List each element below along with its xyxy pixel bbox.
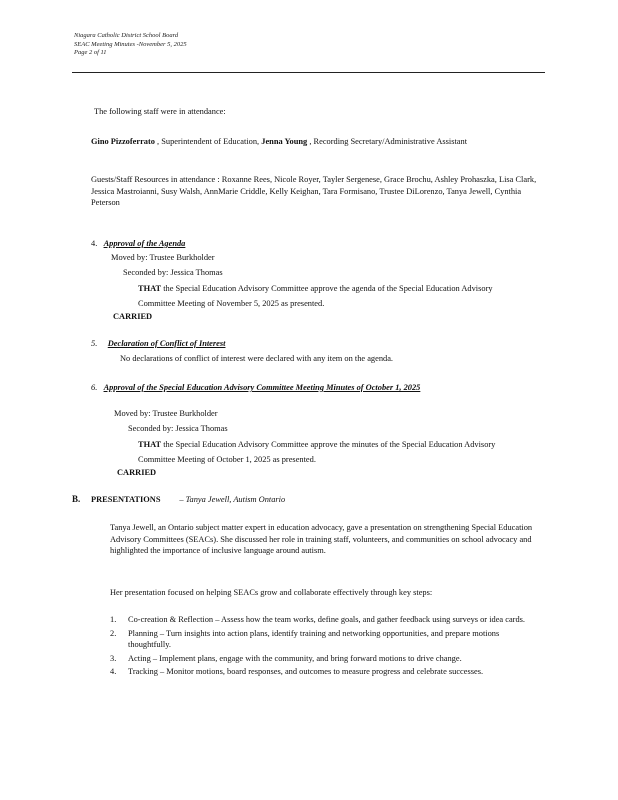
presentations-heading — [91, 494, 285, 506]
agenda-that: THAT — [138, 284, 162, 293]
steps-list — [110, 614, 530, 680]
agenda-title: Approval of the Agenda — [103, 239, 186, 248]
attendance-intro: The following staff were in attendance: — [94, 107, 226, 116]
agenda-motion — [138, 281, 518, 311]
agenda-item — [91, 238, 185, 250]
section-letter: B. — [72, 494, 81, 504]
step-number: 4. — [110, 667, 117, 676]
step-number: 2. — [110, 628, 117, 638]
list-item — [110, 653, 530, 665]
agenda-moved: Moved by: Trustee Burkholder — [111, 253, 215, 262]
minutes-carried: CARRIED — [117, 468, 157, 477]
step-text: Tracking – Monitor motions, board responses, and outcomes to measure progress and celebrate successes. — [128, 667, 484, 676]
minutes-seconded: Seconded by: Jessica Thomas — [128, 424, 228, 433]
staff-role-2: , Recording Secretary/Administrative Assistant — [309, 137, 468, 146]
page-header — [74, 32, 187, 58]
minutes-that: THAT — [138, 440, 162, 449]
step-number: 3. — [110, 653, 117, 663]
presenter: – Tanya Jewell, Autism Ontario — [179, 495, 286, 504]
agenda-seconded: Seconded by: Jessica Thomas — [123, 268, 223, 277]
minutes-number: 6. — [91, 383, 98, 392]
step-number: 1. — [110, 615, 117, 624]
header-meeting: SEAC Meeting Minutes -November 5, 2025 — [74, 40, 187, 48]
step-text: Acting – Implement plans, engage with the community, and bring forward motions to drive change. — [128, 653, 462, 663]
step-text: Co-creation & Reflection – Assess how the team works, define goals, and gather feedback using surveys or idea cards. — [128, 615, 525, 624]
staff-name-1: Gino Pizzoferrato — [91, 137, 155, 146]
conflict-number: 5. — [91, 339, 98, 348]
step-text: Planning – Turn insights into action plans, identify training and networking opportunities, and prepare motions thoughtfully. — [128, 628, 500, 649]
agenda-motion-text: the Special Education Advisory Committee approve the agenda of the Special Education Advisory Committee Meeting of November 5, 2025 as presented. — [138, 284, 493, 308]
staff-attendance — [91, 136, 531, 148]
conflict-title: Declaration of Conflict of Interest — [107, 339, 226, 348]
agenda-number: 4. — [91, 239, 98, 248]
presentation-paragraph: Tanya Jewell, an Ontario subject matter expert in education advocacy, gave a presentation on strengthening Special Education Advisory Committees (SEACs). She discussed her role in training staff, volunteers, and communities on school advocacy and highlighted the importance of inclusive language around autism. — [110, 523, 533, 555]
header-org: Niagara Catholic District School Board — [74, 32, 179, 39]
minutes-title: Approval of the Special Education Advisory Committee Meeting Minutes of October 1, 2025 — [103, 383, 421, 392]
conflict-text: No declarations of conflict of interest were declared with any item on the agenda. — [120, 354, 394, 363]
conflict-item — [91, 338, 225, 350]
minutes-motion-text: the Special Education Advisory Committee approve the minutes of the Special Education Advisory Committee Meeting of October 1, 2025 as presented. — [138, 440, 496, 464]
list-item — [110, 666, 530, 678]
staff-name-2: Jenna Young — [261, 137, 308, 146]
list-item — [110, 614, 530, 626]
staff-role-1: , Superintendent of Education, — [157, 137, 260, 146]
header-page: Page 2 of 11 — [74, 49, 107, 56]
minutes-moved: Moved by: Trustee Burkholder — [114, 409, 218, 418]
presentation-focus: Her presentation focused on helping SEACs grow and collaborate effectively through key steps: — [110, 588, 433, 597]
list-item — [110, 628, 530, 651]
agenda-carried: CARRIED — [113, 312, 153, 321]
guests-attendance — [91, 174, 539, 209]
minutes-motion — [138, 437, 518, 467]
presentations-title: PRESENTATIONS — [91, 495, 161, 504]
guests-list: Roxanne Rees, Nicole Royer, Tayler Sergenese, Grace Brochu, Ashley Prohaszka, Lisa Clark, Jessica Mastroianni, Susy Walsh, AnnMarie Criddle, Kelly Keighan, Tara Formisano, Trustee DiLorenzo, Tanya Jewell, Cynthia Peterson — [91, 175, 537, 207]
minutes-item — [91, 380, 471, 395]
header-rule — [72, 72, 545, 73]
guests-label: Guests/Staff Resources in attendance : — [91, 175, 220, 184]
